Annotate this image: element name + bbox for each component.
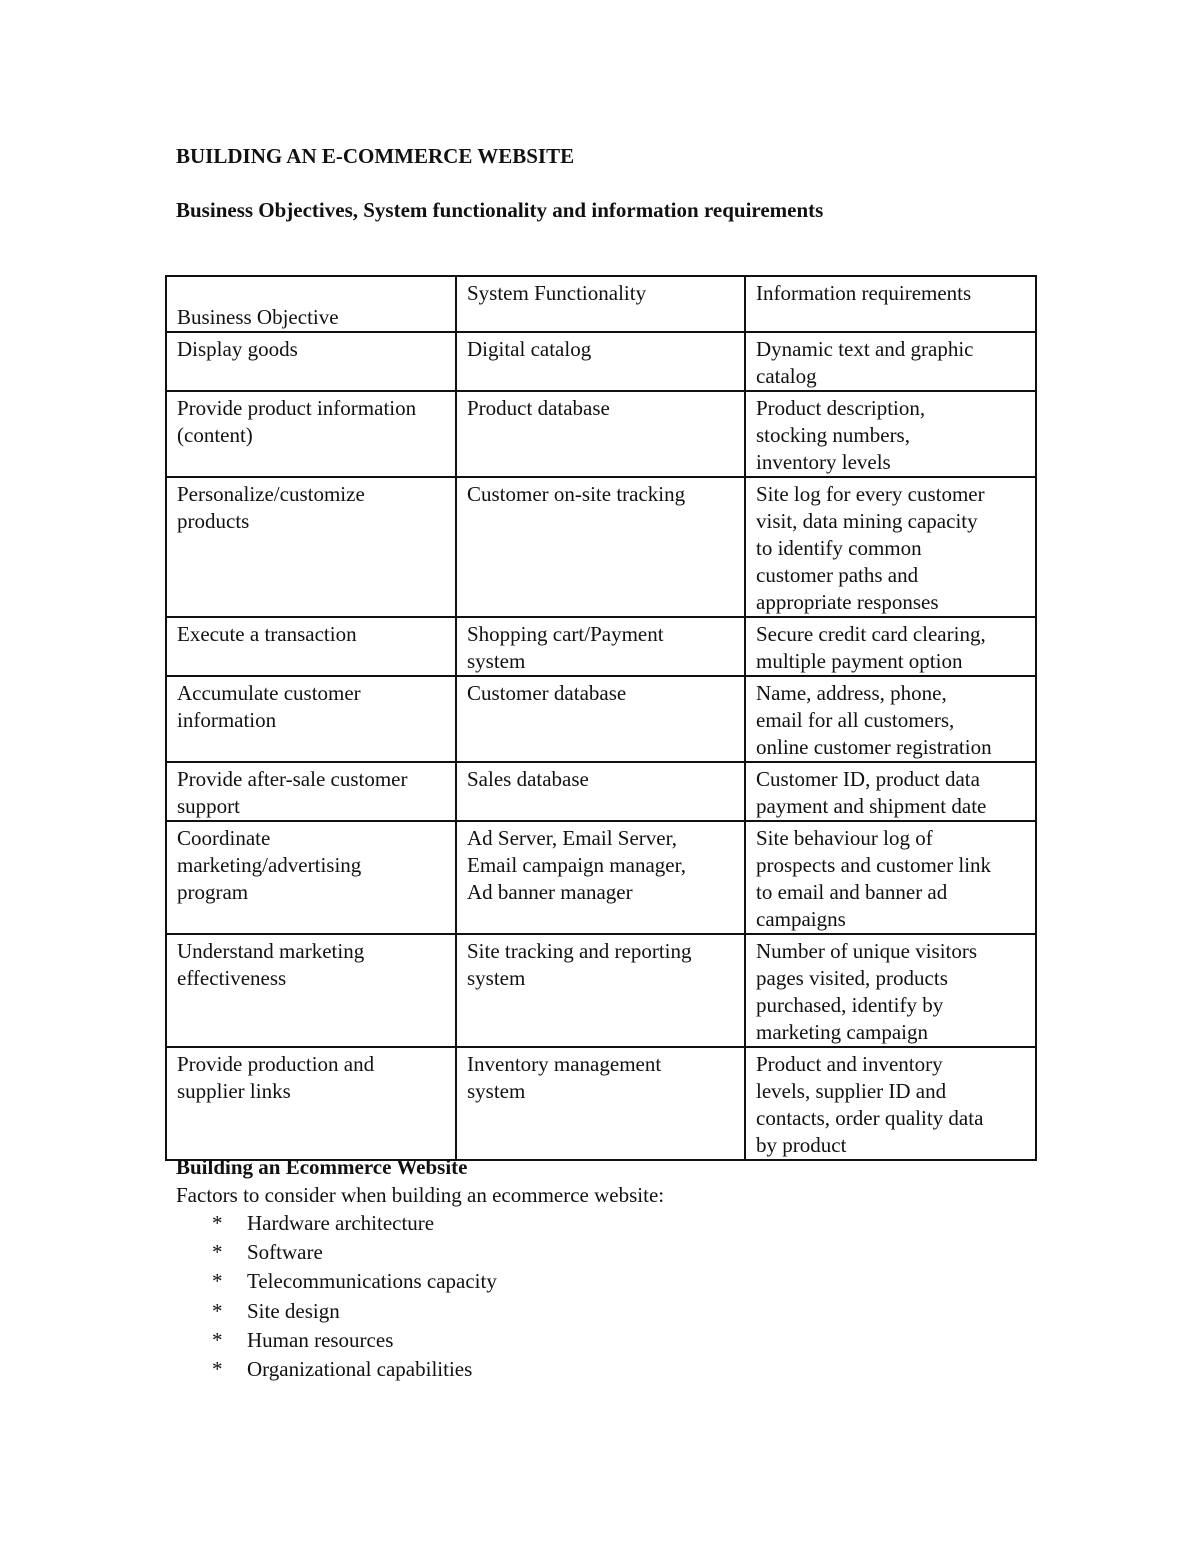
table-header-row [166,276,1036,332]
requirements-table [165,275,1037,1161]
page-subtitle: Business Objectives, System functionality and information requirements [176,198,824,222]
objective-cell: Provide production and supplier links [166,1047,456,1160]
information-cell: Site log for every customer visit, data mining capacity to identify common customer paths and appropriate responses [745,477,1036,617]
page-title: BUILDING AN E-COMMERCE WEBSITE [176,144,575,168]
table-row [166,617,1036,676]
information-cell: Name, address, phone, email for all customers, online customer registration [745,676,1036,762]
objective-cell: Personalize/customize products [166,477,456,617]
objective-cell: Provide after-sale customer support [166,762,456,821]
functionality-cell: Customer database [456,676,745,762]
objective-cell: Execute a transaction [166,617,456,676]
functionality-cell: Customer on-site tracking [456,477,745,617]
header-information-requirements: Information requirements [745,276,1036,332]
factor-label: Site design [247,1298,340,1323]
information-cell: Dynamic text and graphic catalog [745,332,1036,391]
table-row [166,821,1036,934]
factor-label: Organizational capabilities [247,1356,473,1381]
table-row [166,676,1036,762]
functionality-cell: Sales database [456,762,745,821]
information-cell: Site behaviour log of prospects and customer link to email and banner ad campaigns [745,821,1036,934]
functionality-cell: Site tracking and reporting system [456,934,745,1047]
header-business-objective: Business Objective [166,276,456,332]
information-cell: Secure credit card clearing, multiple payment option [745,617,1036,676]
information-cell: Product and inventory levels, supplier ID and contacts, order quality data by product [745,1047,1036,1160]
bullet-asterisk: * [212,1211,223,1235]
header-system-functionality: System Functionality [456,276,745,332]
functionality-cell: Ad Server, Email Server, Email campaign manager, Ad banner manager [456,821,745,934]
objective-cell: Display goods [166,332,456,391]
factor-label: Telecommunications capacity [247,1269,497,1294]
bullet-asterisk: * [212,1269,223,1294]
table-row [166,934,1036,1047]
section-intro: Factors to consider when building an ecommerce website: [176,1183,665,1207]
functionality-cell: Shopping cart/Payment system [456,617,745,676]
information-cell: Customer ID, product data payment and shipment date [745,762,1036,821]
objective-cell: Provide product information (content) [166,391,456,477]
table-row [166,1047,1036,1160]
information-cell: Number of unique visitors pages visited, products purchased, identify by marketing campaign [745,934,1036,1047]
factor-label: Human resources [247,1327,394,1352]
section-heading: Building an Ecommerce Website [176,1155,468,1179]
bullet-asterisk: * [212,1240,223,1265]
factor-label: Software [247,1240,323,1265]
table-row [166,762,1036,821]
objective-cell: Accumulate customer information [166,676,456,762]
factor-label: Hardware architecture [247,1211,435,1235]
bullet-asterisk: * [212,1327,223,1352]
information-cell: Product description, stocking numbers, inventory levels [745,391,1036,477]
functionality-cell: Inventory management system [456,1047,745,1160]
functionality-cell: Product database [456,391,745,477]
bullet-asterisk: * [212,1356,223,1381]
functionality-cell: Digital catalog [456,332,745,391]
table-row [166,332,1036,391]
objective-cell: Coordinate marketing/advertising program [166,821,456,934]
bullet-asterisk: * [212,1298,223,1323]
table-row [166,477,1036,617]
table-row [166,391,1036,477]
objective-cell: Understand marketing effectiveness [166,934,456,1047]
